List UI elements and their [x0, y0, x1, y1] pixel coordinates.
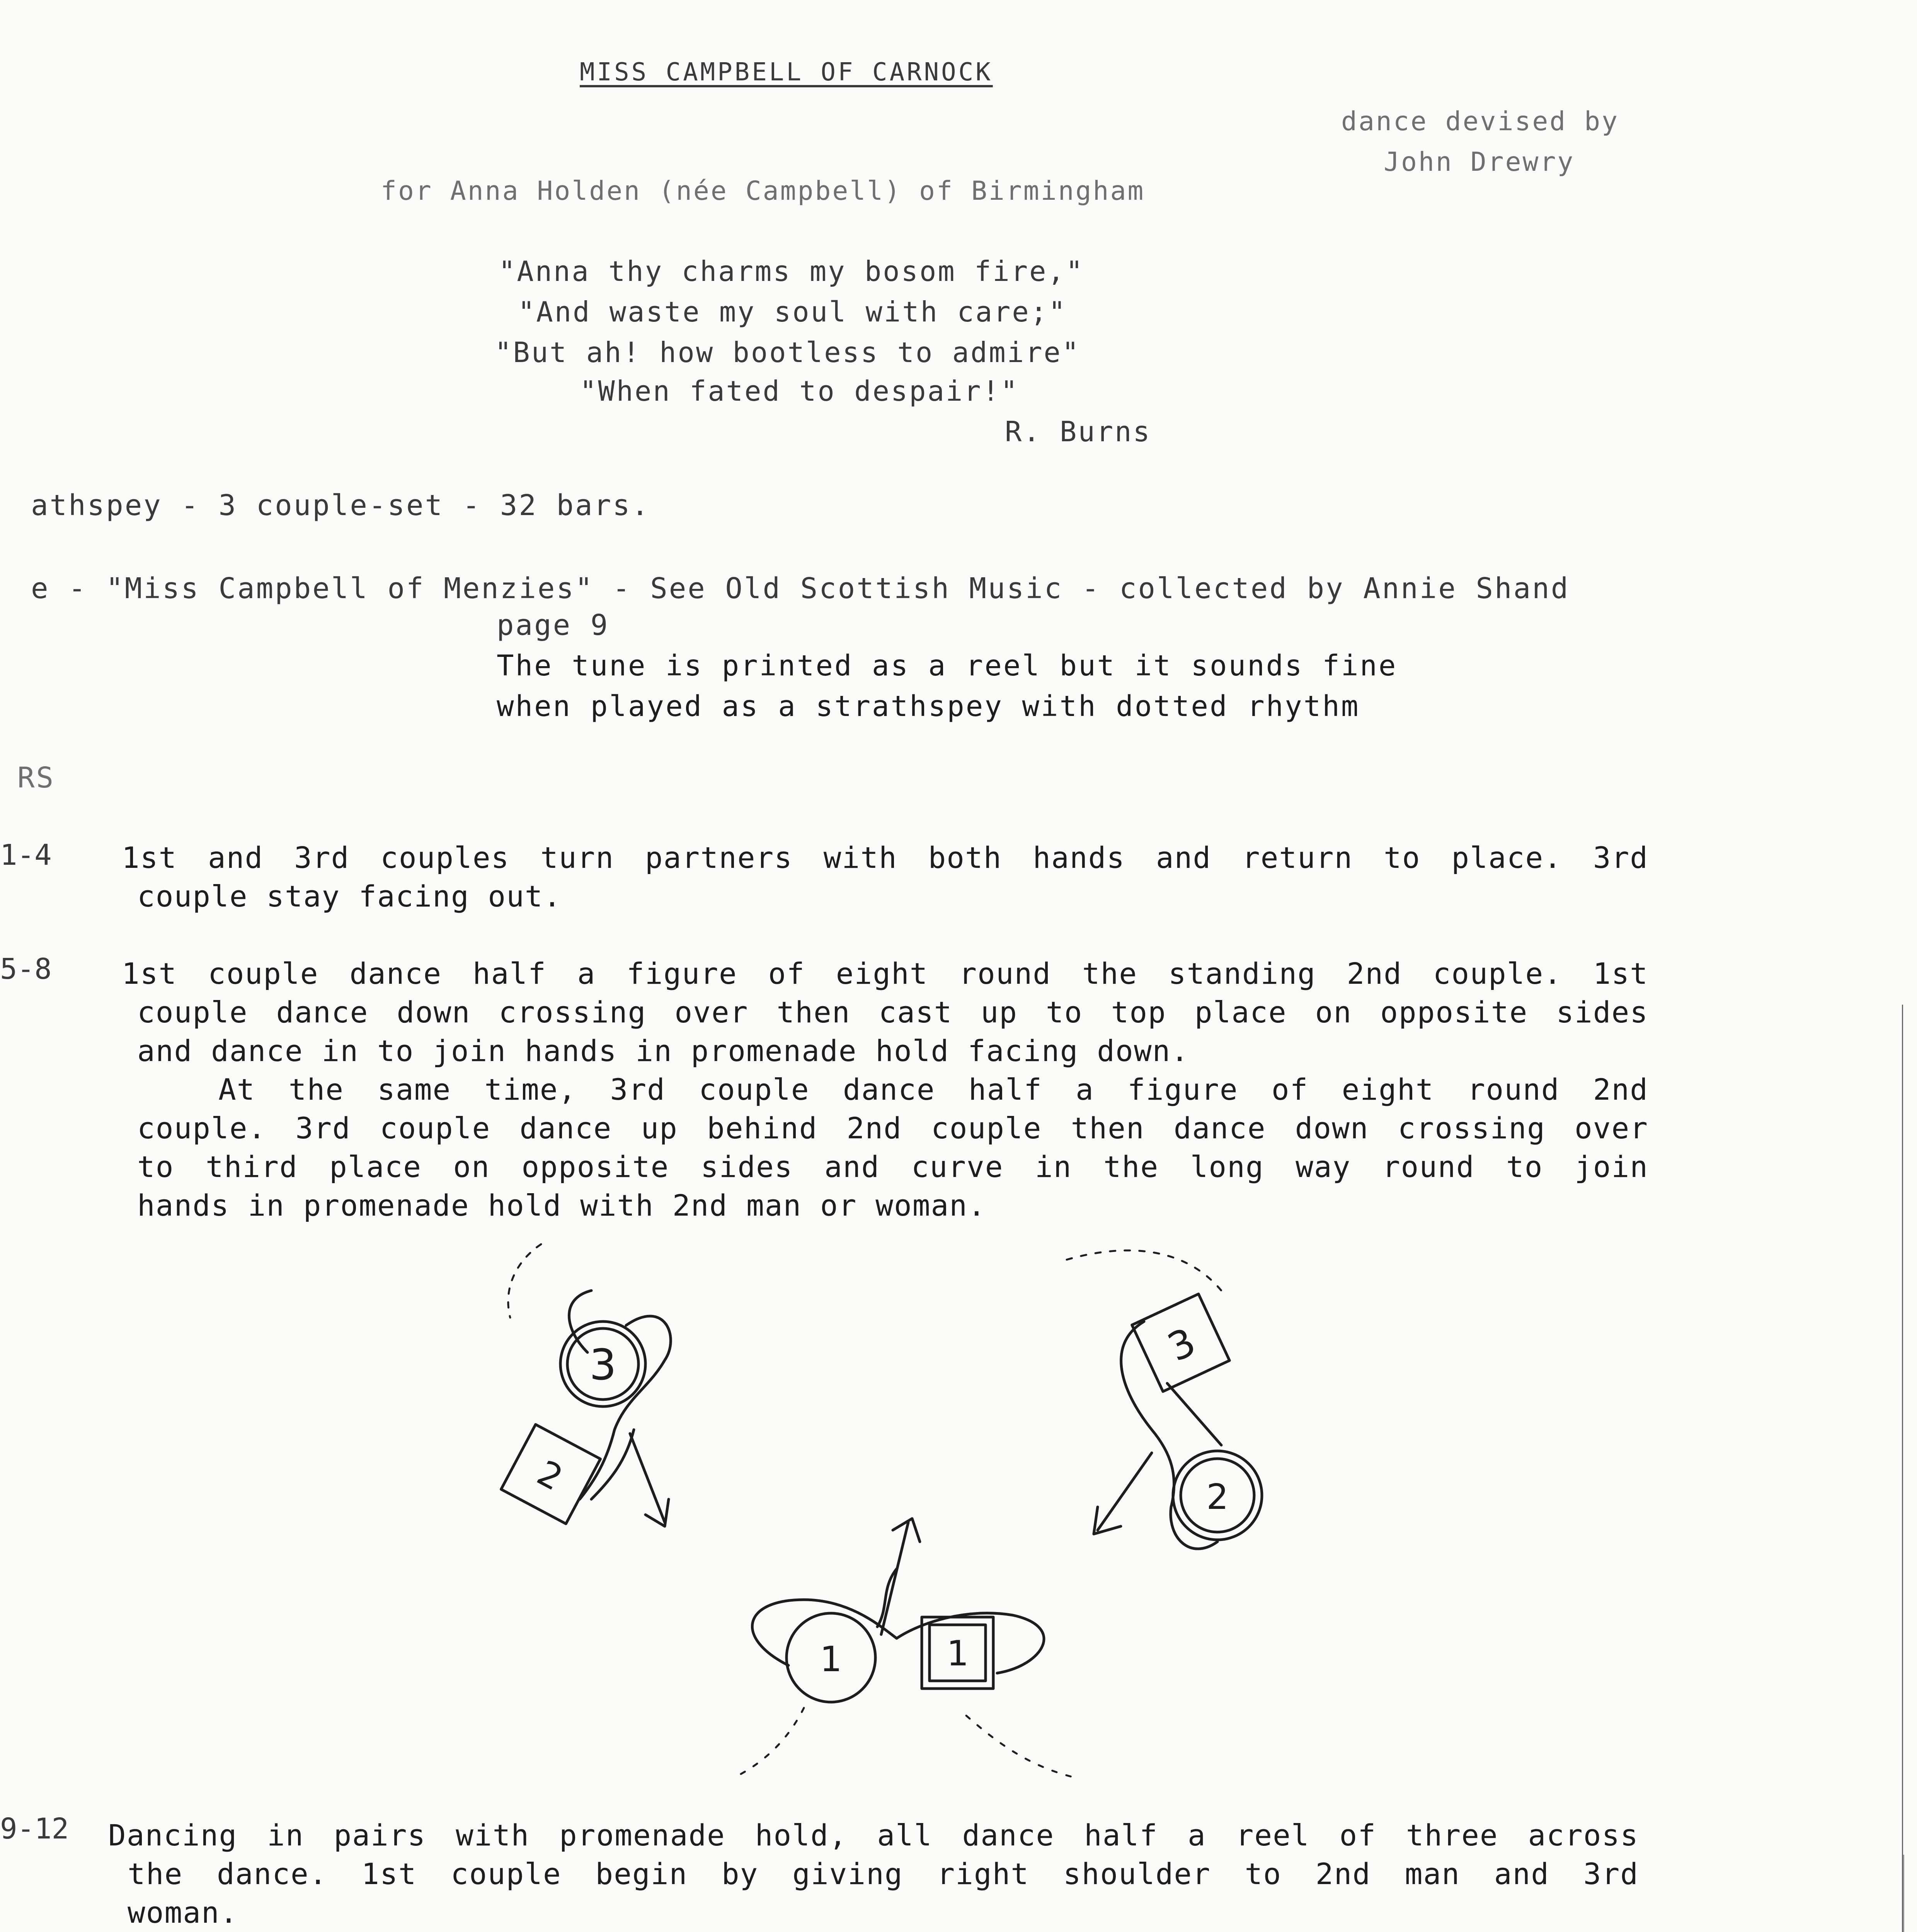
credit-line-1: dance devised by	[1341, 106, 1619, 137]
figure-line: to third place on opposite sides and curve in the long way round to join	[137, 1150, 1648, 1184]
dotted-path	[966, 1716, 1074, 1777]
figure-text	[122, 954, 1648, 1225]
dance-type: athspey - 3 couple-set - 32 bars.	[31, 489, 650, 522]
dotted-path	[734, 1708, 804, 1777]
figure-line: couple stay facing out.	[137, 879, 562, 913]
path-line	[1121, 1321, 1217, 1549]
figure-line: Dancing in pairs with promenade hold, all dance half a reel of three across	[108, 1818, 1639, 1852]
figure-line: hands in promenade hold with 2nd man or woman.	[137, 1188, 986, 1223]
bottom-figure-group	[734, 1519, 1074, 1777]
tune-line-4: when played as a strathspey with dotted rhythm	[497, 690, 1360, 723]
couple-label: 2	[1206, 1477, 1229, 1517]
figure-line: and dance in to join hands in promenade hold facing down.	[137, 1034, 1190, 1068]
figure-text	[108, 1816, 1639, 1932]
figure-line: couple. 3rd couple dance up behind 2nd couple then dance down crossing over	[137, 1111, 1648, 1145]
couple-label: 1	[947, 1633, 969, 1674]
poem-line-2: "And waste my soul with care;"	[518, 296, 1067, 328]
left-figure-group	[501, 1244, 671, 1526]
poem-line-4: "When fated to despair!"	[580, 375, 1019, 407]
couple-label: 3	[589, 1340, 616, 1389]
dotted-path	[508, 1244, 541, 1318]
credit-line-2: John Drewry	[1384, 147, 1575, 177]
arrow-line	[881, 1522, 908, 1634]
couple-label: 3	[1161, 1319, 1202, 1371]
figure-text	[122, 838, 1648, 916]
couple-label: 2	[530, 1452, 569, 1499]
path-line	[569, 1291, 592, 1352]
dance-title: MISS CAMPBELL OF CARNOCK	[580, 58, 993, 87]
couple-label: 1	[820, 1639, 842, 1680]
figure-line: 1st and 3rd couples turn partners with both hands and return to place. 3rd	[122, 840, 1648, 875]
figure-eight-path	[752, 1600, 1044, 1673]
dedication: for Anna Holden (née Campbell) of Birmingham	[381, 176, 1145, 206]
tune-line-3: The tune is printed as a reel but it sounds fine	[497, 649, 1398, 682]
poem-author: R. Burns	[1005, 415, 1151, 448]
bars-heading: RS	[17, 761, 55, 794]
path-line	[1167, 1383, 1221, 1445]
tune-line-1: e - "Miss Campbell of Menzies" - See Old Scottish Music - collected by Annie Shand	[31, 572, 1570, 605]
poem-line-3: "But ah! how bootless to admire"	[495, 336, 1081, 369]
dance-diagram	[464, 1229, 1314, 1808]
figure-line: couple dance down crossing over then cast up to top place on opposite sides	[137, 995, 1648, 1029]
bars-label: 1-4	[0, 838, 52, 872]
tune-line-2: page 9	[497, 609, 609, 642]
arrow-line	[630, 1434, 665, 1522]
arrow-line	[1098, 1453, 1152, 1530]
figure-line: the dance. 1st couple begin by giving right shoulder to 2nd man and 3rd	[128, 1857, 1639, 1891]
bars-label: 9-12	[0, 1812, 69, 1845]
dotted-path	[1067, 1250, 1221, 1291]
right-figure-group	[1067, 1250, 1262, 1549]
scan-edge	[1901, 0, 1905, 1932]
figure-line: At the same time, 3rd couple dance half a figure of eight round 2nd	[218, 1072, 1648, 1107]
figure-line: 1st couple dance half a figure of eight round the standing 2nd couple. 1st	[122, 956, 1648, 991]
bars-label: 5-8	[0, 952, 52, 986]
poem-line-1: "Anna thy charms my bosom fire,"	[499, 255, 1084, 287]
figure-line: woman.	[128, 1895, 238, 1930]
